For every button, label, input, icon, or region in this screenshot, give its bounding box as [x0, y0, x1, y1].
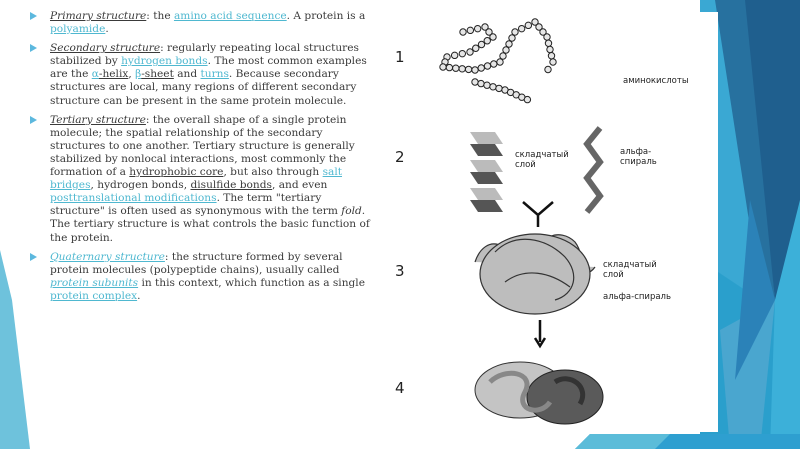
body-text: : the overall shape of a single protein molecule; the spatial relationship of the secondary structures to one another. Tertiary structure is generally stabilized by nonlocal interactions, most commonly the formation of a: [50, 113, 355, 179]
body-text: . The most common examples are the: [50, 55, 367, 81]
tertiary-fold-icon: [475, 234, 595, 314]
label-pleated-sheet-2: складчатый слой: [515, 150, 569, 170]
inline-link[interactable]: turns: [200, 68, 229, 81]
body-text: . Because secondary structures are local, many regions of different secondary structure can be present in the same protein molecule.: [50, 68, 357, 107]
label-amino-acids: аминокислоты: [623, 76, 689, 86]
body-text: . A protein is a: [286, 10, 366, 22]
body-text: ,: [128, 68, 136, 81]
body-text: and: [173, 68, 201, 81]
inline-link[interactable]: protein complex: [50, 289, 138, 302]
inline-link[interactable]: protein subunits: [50, 276, 139, 289]
bullet-arrow-icon: [30, 253, 37, 261]
body-text: , but also through: [223, 166, 323, 179]
body-text: : the: [146, 10, 174, 22]
quaternary-complex-icon: [475, 362, 603, 424]
protein-structure-figure: [375, 12, 718, 432]
stage-number-2: 2: [395, 148, 405, 166]
amino-acid-chain-icon: [380, 17, 556, 103]
term-heading: Tertiary structure: [50, 113, 146, 126]
stage-number-3: 3: [395, 262, 405, 280]
body-text: : the structure formed by several protein molecules (polypeptide chains), usually called: [50, 250, 343, 276]
down-arrow-icon: [535, 320, 545, 346]
body-text: fold: [341, 205, 362, 218]
inline-link[interactable]: α: [91, 68, 99, 81]
inline-link[interactable]: posttranslational modifications: [50, 192, 217, 205]
pleated-sheet-icon: [470, 132, 503, 212]
merge-arrow-icon: [523, 202, 553, 227]
body-text: . The tertiary structure is what controls the basic function of the protein.: [50, 205, 370, 244]
bullet-item: [30, 251, 370, 303]
stage-number-4: 4: [395, 379, 405, 397]
inline-link[interactable]: amino acid sequence: [173, 10, 287, 22]
inline-link[interactable]: β: [135, 68, 142, 81]
bullet-list: [30, 10, 370, 309]
bullet-item: [30, 42, 370, 107]
body-text: in this context, which function as a single: [138, 276, 365, 289]
bullet-item: [30, 10, 370, 36]
body-text: -helix: [98, 68, 129, 81]
body-text: . The term "tertiary structure" is often used as synonymous with the term: [50, 192, 342, 218]
body-text: hydrophobic core: [129, 166, 224, 179]
bullet-arrow-icon: [30, 44, 37, 52]
body-text: disulfide bonds: [190, 179, 272, 192]
label-pleated-sheet-3: складчатый слой: [603, 260, 657, 280]
term-link[interactable]: Quaternary structure: [50, 250, 165, 263]
term-heading: Primary structure: [50, 10, 147, 22]
alpha-helix-icon: [587, 128, 600, 212]
body-text: .: [105, 23, 109, 36]
inline-link[interactable]: polyamide: [50, 23, 106, 36]
bullet-item: [30, 114, 370, 245]
body-text: -sheet: [141, 68, 174, 81]
bullet-arrow-icon: [30, 116, 37, 124]
protein-diagram: [375, 12, 718, 432]
bullet-arrow-icon: [30, 12, 37, 20]
term-heading: Secondary structure: [50, 42, 161, 55]
label-alpha-helix-3: альфа-спираль: [603, 292, 671, 302]
body-text: , and even: [271, 179, 328, 192]
inline-link[interactable]: salt bridges: [50, 166, 343, 192]
label-alpha-helix-2: альфа-спираль: [620, 147, 657, 167]
inline-link[interactable]: hydrogen bonds: [121, 55, 208, 68]
body-text: : regularly repeating local structures stabilized by: [50, 42, 359, 68]
body-text: , hydrogen bonds,: [90, 179, 191, 192]
body-text: .: [137, 289, 141, 302]
stage-number-1: 1: [395, 48, 405, 66]
